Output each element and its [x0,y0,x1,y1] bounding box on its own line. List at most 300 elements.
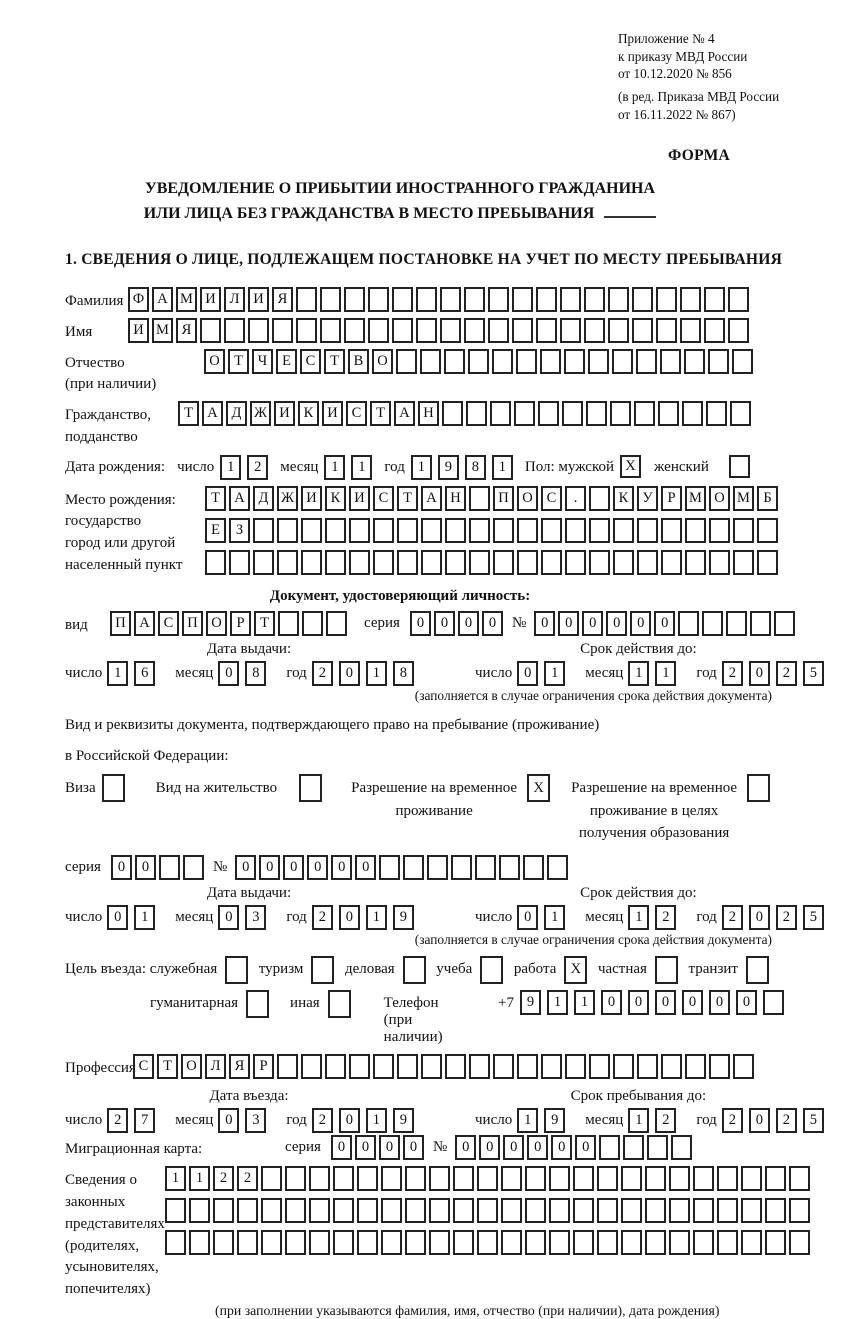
section1-heading: 1. СВЕДЕНИЯ О ЛИЦЕ, ПОДЛЕЖАЩЕМ ПОСТАНОВКЕ НА УЧЕТ ПО МЕСТУ ПРЕБЫВАНИЯ [65,251,783,269]
char-cell [480,956,503,984]
char-cell [608,287,629,312]
char-cell [549,1198,570,1223]
char-cell [427,855,448,880]
char-cell [565,550,586,575]
entry-year-field[interactable] [312,1108,420,1133]
char-cell [586,401,607,426]
char-cell: А [134,611,155,636]
char-cell: Р [230,611,251,636]
char-cell [272,318,293,343]
char-cell [541,550,562,575]
char-cell: 2 [722,661,743,686]
char-cell [469,518,490,543]
representatives-label-line2: законных [65,1194,126,1211]
stay-doc-intro-line1: Вид и реквизиты документа, подтверждающего право на пребывание (проживание) [65,717,600,734]
purpose-study-label: учеба [436,960,473,977]
profession-field[interactable] [133,1054,757,1079]
id-series-label: серия [364,614,400,631]
id-issue-month-field[interactable] [218,661,272,686]
visa-label: Виза [65,780,96,797]
char-cell [741,1230,762,1255]
char-cell: 0 [218,1108,239,1133]
temp-residence-edu-checkbox[interactable] [747,774,773,802]
char-cell: О [204,349,225,374]
id-expiry-year-field[interactable] [722,661,830,686]
representatives-field-row3[interactable] [165,1230,813,1255]
char-cell [684,349,705,374]
char-cell [732,349,753,374]
id-doc-type-field[interactable] [110,611,350,636]
representatives-label-line5: усыновителях, [65,1259,159,1276]
id-expiry-month-field[interactable] [628,661,682,686]
char-cell [765,1230,786,1255]
char-cell [466,401,487,426]
char-cell [512,287,533,312]
residence-permit-option [156,774,325,845]
purpose-transit-option [689,956,772,984]
char-cell: М [733,486,754,511]
title-blank-underline [604,202,656,218]
year-label: год [696,908,717,925]
char-cell: Т [397,486,418,511]
id-doc-number-field[interactable] [534,611,798,636]
char-cell [301,518,322,543]
purpose-study-option [436,956,506,984]
char-cell [512,318,533,343]
char-cell: П [493,486,514,511]
char-cell [277,1054,298,1079]
char-cell: 0 [355,1135,376,1160]
purpose-other-checkbox[interactable] [328,990,354,1018]
representatives-label-line3: представителях [65,1215,165,1232]
char-cell: Д [253,486,274,511]
migration-series-field[interactable] [331,1135,427,1161]
char-cell [588,349,609,374]
char-cell [309,1198,330,1223]
char-cell: 0 [458,611,479,636]
char-cell: 0 [749,661,770,686]
char-cell [717,1230,738,1255]
stay-issue-day-field[interactable] [107,905,161,930]
id-issue-day-field[interactable] [107,661,161,686]
char-cell [469,1054,490,1079]
char-cell [789,1198,810,1223]
surname-label: Фамилия [65,293,124,310]
char-cell [453,1230,474,1255]
char-cell [789,1230,810,1255]
char-cell [397,518,418,543]
char-cell: С [541,486,562,511]
id-issue-year-field[interactable] [312,661,420,686]
char-cell [541,1054,562,1079]
char-cell [405,1198,426,1223]
char-cell: 0 [339,905,360,930]
char-cell: 1 [544,661,565,686]
temp-residence-checkbox[interactable] [527,774,553,802]
char-cell [789,1166,810,1191]
char-cell [645,1230,666,1255]
char-cell: 0 [339,661,360,686]
char-cell [774,611,795,636]
char-cell [464,287,485,312]
char-cell [278,611,299,636]
migration-number-field[interactable] [455,1135,695,1161]
stay-issue-year-field[interactable] [312,905,420,930]
char-cell [299,774,322,802]
given-name-field[interactable] [128,318,752,343]
char-cell [608,318,629,343]
birthplace-label-line1: Место рождения: [65,491,176,508]
char-cell [704,318,725,343]
ref-line: к приказу МВД России [618,48,748,64]
char-cell [469,550,490,575]
stay-until-year-field[interactable] [722,1108,830,1133]
stay-doc-intro-line2: в Российской Федерации: [65,748,229,765]
char-cell: 0 [575,1135,596,1160]
form-title-line1: УВЕДОМЛЕНИЕ О ПРИБЫТИИ ИНОСТРАННОГО ГРАЖДАНИНА [144,180,656,198]
patronymic-label-line2: (при наличии) [65,376,157,393]
char-cell [573,1230,594,1255]
char-cell [523,855,544,880]
char-cell [516,349,537,374]
char-cell [656,287,677,312]
stay-until-day-field[interactable] [517,1108,571,1133]
id-doc-series-field[interactable] [410,611,506,636]
char-cell [564,349,585,374]
char-cell: 2 [776,661,797,686]
char-cell [396,349,417,374]
char-cell: М [685,486,706,511]
id-doc-heading: Документ, удостоверяющий личность: [269,587,531,604]
char-cell: 0 [630,611,651,636]
entry-month-field[interactable] [218,1108,272,1133]
stay-doc-series-field[interactable] [111,855,207,880]
char-cell [597,1166,618,1191]
char-cell [253,518,274,543]
char-cell [623,1135,644,1160]
char-cell [445,1054,466,1079]
char-cell: 0 [259,855,280,880]
char-cell: 5 [803,1108,824,1133]
sex-male-checkbox[interactable] [620,455,644,478]
char-cell: 0 [331,1135,352,1160]
char-cell: 2 [312,1108,333,1133]
char-cell: 1 [655,661,676,686]
char-cell [285,1198,306,1223]
char-cell: X [527,774,550,802]
birth-day-field[interactable] [220,455,274,480]
char-cell: 2 [247,455,268,480]
char-cell [613,518,634,543]
purpose-humanitarian-label: гуманитарная [150,994,239,1011]
char-cell [636,349,657,374]
char-cell [750,611,771,636]
char-cell [261,1230,282,1255]
char-cell [728,318,749,343]
char-cell: Я [229,1054,250,1079]
char-cell: 2 [237,1166,258,1191]
phone-field[interactable] [520,990,790,1046]
char-cell [540,349,561,374]
char-cell: 1 [220,455,241,480]
stay-expiry-day-field[interactable] [517,905,571,930]
char-cell [309,1230,330,1255]
char-cell [637,550,658,575]
stay-until-month-field[interactable] [628,1108,682,1133]
char-cell [381,1230,402,1255]
representatives-label-line4: (родителях, [65,1237,140,1254]
char-cell [405,1230,426,1255]
char-cell: 1 [628,661,649,686]
char-cell [584,318,605,343]
purpose-work-checkbox[interactable] [564,956,590,984]
char-cell [517,1054,538,1079]
char-cell [597,1198,618,1223]
purpose-work-label: работа [513,960,557,977]
char-cell [702,611,723,636]
char-cell [445,518,466,543]
char-cell [349,550,370,575]
char-cell: 1 [366,1108,387,1133]
char-cell: Ч [252,349,273,374]
char-cell [704,287,725,312]
char-cell [669,1166,690,1191]
char-cell: 8 [393,661,414,686]
char-cell [468,349,489,374]
purpose-tourism-checkbox[interactable] [311,956,337,984]
char-cell [621,1166,642,1191]
char-cell: 1 [628,1108,649,1133]
stay-expiry-year-field[interactable] [722,905,830,930]
char-cell [325,1054,346,1079]
surname-field[interactable] [128,287,752,312]
char-cell: 0 [628,990,649,1015]
month-label: месяц [175,665,214,682]
char-cell [741,1166,762,1191]
citizenship-label [65,401,178,449]
char-cell: К [325,486,346,511]
char-cell [159,855,180,880]
char-cell [373,550,394,575]
char-cell [326,611,347,636]
char-cell: Л [224,287,245,312]
char-cell: 1 [411,455,432,480]
char-cell [709,550,730,575]
char-cell: 0 [379,1135,400,1160]
purpose-private-label: частная [597,960,647,977]
char-cell: И [200,287,221,312]
char-cell [637,518,658,543]
phone-prefix: +7 [498,994,514,1011]
char-cell [613,550,634,575]
char-cell [420,349,441,374]
temp-residence-edu-label-line1: Разрешение на временное [571,780,738,797]
stay-until-heading: Срок пребывания до: [570,1087,707,1104]
phone-label: Телефон (при наличии) [383,994,443,1045]
stay-expiry-month-field[interactable] [628,905,682,930]
char-cell [328,990,351,1018]
stay-doc-number-field[interactable] [235,855,571,880]
stay-number-label: № [212,858,228,875]
birth-year-field[interactable] [411,455,519,480]
entry-day-field[interactable] [107,1108,161,1133]
char-cell [301,1054,322,1079]
stay-expiry-note: (заполняется в случае ограничения срока действия документа) [414,931,772,947]
month-label: месяц [585,1111,624,1128]
given-name-label: Имя [65,323,93,340]
char-cell [261,1166,282,1191]
day-label: число [475,908,513,925]
char-cell: А [394,401,415,426]
char-cell [477,1230,498,1255]
purpose-official-checkbox[interactable] [225,956,251,984]
temp-residence-label-line2: проживание [395,802,473,819]
purpose-transit-checkbox[interactable] [746,956,772,984]
char-cell: 0 [331,855,352,880]
citizenship-label-line1: Гражданство, [65,407,152,424]
char-cell [302,611,323,636]
char-cell: П [182,611,203,636]
birthplace-field-row1[interactable] [205,486,781,511]
char-cell [541,518,562,543]
stay-issue-month-field[interactable] [218,905,272,930]
char-cell [661,550,682,575]
purpose-private-checkbox[interactable] [655,956,681,984]
char-cell [477,1198,498,1223]
char-cell: Т [205,486,226,511]
id-expiry-day-field[interactable] [517,661,571,686]
char-cell: Я [176,318,197,343]
char-cell [237,1198,258,1223]
ref-line: Приложение № 4 [618,31,715,46]
char-cell [325,550,346,575]
visa-checkbox[interactable] [102,774,128,802]
char-cell: 8 [245,661,266,686]
char-cell [309,1166,330,1191]
char-cell [381,1166,402,1191]
sex-female-label: женский [654,458,709,475]
month-label: месяц [585,908,624,925]
purpose-tourism-option [259,956,338,984]
char-cell: 0 [736,990,757,1015]
char-cell [632,287,653,312]
char-cell [333,1166,354,1191]
sex-female-checkbox[interactable] [729,455,753,478]
char-cell [708,349,729,374]
char-cell [669,1230,690,1255]
year-label: год [696,665,717,682]
residence-permit-checkbox[interactable] [299,774,325,802]
stay-expiry-date-heading: Срок действия до: [580,884,697,901]
char-cell: 1 [517,1108,538,1133]
char-cell [621,1198,642,1223]
char-cell: А [229,486,250,511]
purpose-tourism-label: туризм [258,960,304,977]
char-cell: 0 [551,1135,572,1160]
char-cell: 2 [776,905,797,930]
char-cell [189,1198,210,1223]
char-cell [682,401,703,426]
temp-residence-edu-label-line3: получения образования [578,825,730,842]
birthplace-field-row3[interactable] [205,550,781,575]
char-cell: 0 [482,611,503,636]
purpose-other-label: иная [290,994,320,1011]
char-cell [589,518,610,543]
char-cell [632,318,653,343]
char-cell [490,401,511,426]
char-cell [730,401,751,426]
year-label: год [696,1111,717,1128]
id-issue-date-heading: Дата выдачи: [206,641,292,658]
char-cell: У [637,486,658,511]
char-cell [573,1198,594,1223]
char-cell: С [158,611,179,636]
purpose-humanitarian-checkbox[interactable] [246,990,272,1018]
char-cell [442,401,463,426]
char-cell: 2 [213,1166,234,1191]
char-cell [549,1230,570,1255]
char-cell: 0 [479,1135,500,1160]
char-cell [525,1198,546,1223]
char-cell [469,486,490,511]
char-cell [525,1230,546,1255]
char-cell [224,318,245,343]
char-cell: 0 [709,990,730,1015]
char-cell: 0 [682,990,703,1015]
char-cell [661,1054,682,1079]
representatives-note: (при заполнении указываются фамилия, имя, отчество (при наличии), дата рождения) [215,1302,720,1318]
char-cell [733,550,754,575]
char-cell [765,1198,786,1223]
purpose-business-checkbox[interactable] [403,956,429,984]
citizenship-field[interactable] [178,401,754,426]
char-cell [357,1166,378,1191]
citizenship-label-line2: подданство [65,428,138,445]
char-cell [453,1166,474,1191]
char-cell [573,1166,594,1191]
char-cell [728,287,749,312]
char-cell [647,1135,668,1160]
char-cell: И [128,318,149,343]
representatives-label [65,1166,165,1301]
char-cell: 5 [803,661,824,686]
char-cell: Б [757,486,778,511]
char-cell: И [322,401,343,426]
char-cell [621,1230,642,1255]
representatives-field-row1[interactable] [165,1166,813,1191]
char-cell [311,956,334,984]
char-cell [344,287,365,312]
char-cell: Ф [128,287,149,312]
purpose-study-checkbox[interactable] [480,956,506,984]
char-cell: 6 [134,661,155,686]
birthplace-field-row2[interactable] [205,518,781,543]
birth-month-field[interactable] [324,455,378,480]
id-expiry-note: (заполняется в случае ограничения срока действия документа) [414,688,772,704]
representatives-field-row2[interactable] [165,1198,813,1223]
char-cell [514,401,535,426]
char-cell [634,401,655,426]
representatives-label-line1: Сведения о [65,1172,137,1189]
char-cell: 0 [654,611,675,636]
char-cell [493,518,514,543]
char-cell: 1 [366,661,387,686]
char-cell: И [301,486,322,511]
patronymic-field[interactable] [204,349,756,374]
char-cell [349,518,370,543]
purpose-other-option [290,990,354,1046]
char-cell: 0 [582,611,603,636]
